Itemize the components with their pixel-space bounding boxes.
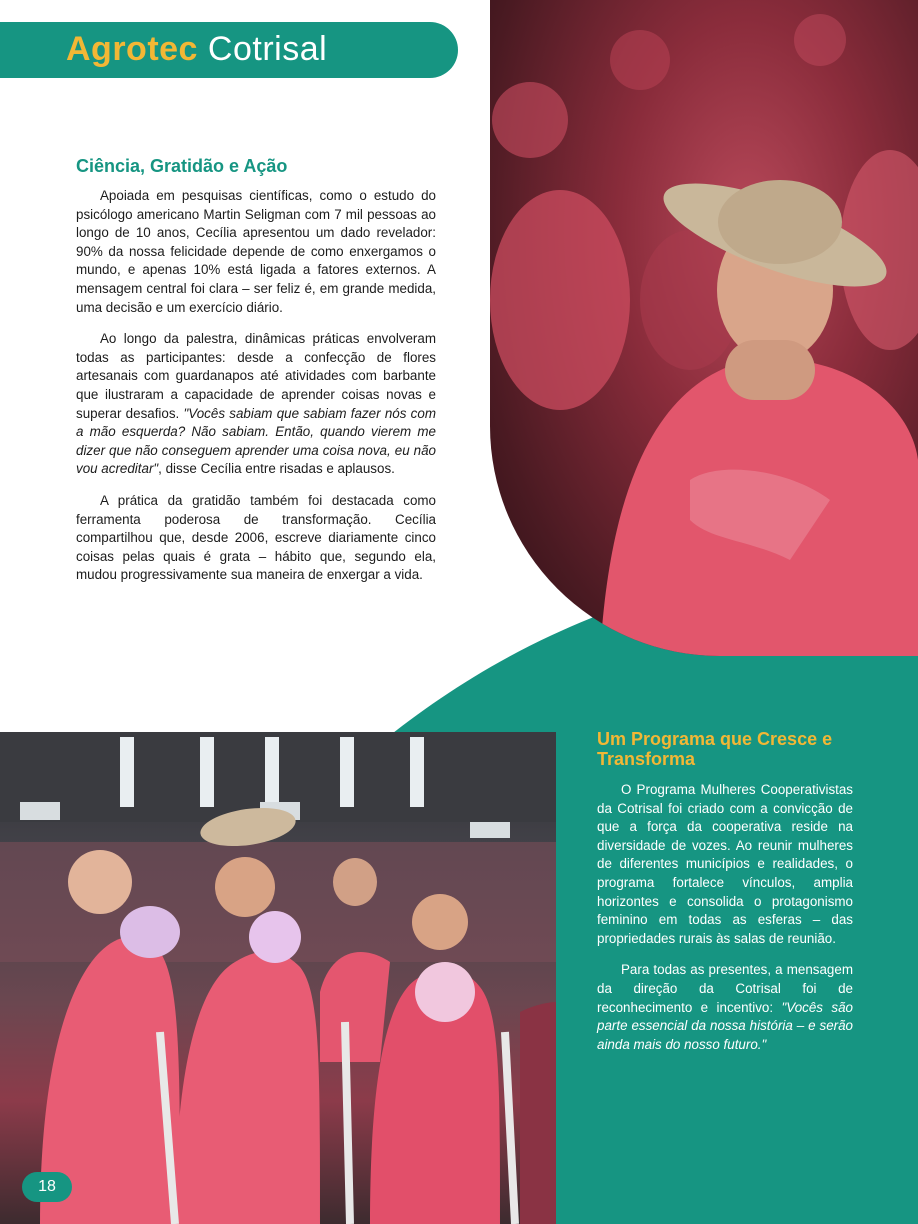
quote: "Vocês sabiam que sabiam fazer nós com a mão esquerda? Não sabiam. Então, quando vierem me dizer que não conseguem aprender uma coisa nova, eu não vou acreditar" <box>76 405 436 477</box>
photo-women-with-flowers <box>0 732 556 1224</box>
paragraph: O Programa Mulheres Cooperativistas da Cotrisal foi criado com a convicção de que a força da cooperativa reside na diversidade de vozes. Ao reunir mulheres de diferentes municípios e realidades, o programa fortalece vínculos, amplia horizontes e consolida o protagonismo feminino em todas as esferas – das propriedades rurais às salas de reunião. <box>597 782 853 946</box>
page-number: 18 <box>22 1172 72 1202</box>
quote: "Vocês são parte essencial da nossa história – e serão ainda mais do nosso futuro." <box>597 999 853 1052</box>
paragraph-text: Para todas as presentes, a mensagem da direção da Cotrisal foi de reconhecimento e incentivo: <box>597 962 853 1015</box>
section-ciencia <box>76 156 436 598</box>
paragraph <box>597 961 853 1054</box>
section-programa <box>597 729 853 1067</box>
photo-women-with-flowers-illustration <box>0 732 556 1224</box>
paragraph: A prática da gratidão também foi destacada como ferramenta poderosa de transformação. Cecília compartilhou que, desde 2006, escreve diariamente cinco coisas pelas quais é grata – hábito que, segundo ela, mudou progressivamente sua maneira de enxergar a vida. <box>76 492 436 583</box>
paragraph-text: Ao longo da palestra, dinâmicas práticas envolveram todas as participantes: desde a confecção de flores artesanais com guardanapos até atividades com barbante que ilustraram a capacidade de aprender coisas novas e superar desafios. <box>76 331 436 421</box>
photo-woman-in-hat-illustration <box>490 0 918 656</box>
magazine-title <box>66 30 327 69</box>
paragraph <box>76 330 436 479</box>
section-heading: Ciência, Gratidão e Ação <box>76 156 288 176</box>
paragraph-text: , disse Cecília entre risadas e aplausos. <box>158 461 395 477</box>
paragraph: Apoiada em pesquisas científicas, como o estudo do psicólogo americano Martin Seligman com 7 mil pessoas ao longo de 10 anos, Cecília apresentou um dado revelador: 90% da nossa felicidade depende de como enxergamos o mundo, e apenas 10% está ligada a fatores externos. A mensagem central foi clara – ser feliz é, em grande medida, uma decisão e um exercício diário. <box>76 188 436 315</box>
brand-name: Cotrisal <box>207 30 328 68</box>
brand-highlight: Agrotec <box>66 30 198 68</box>
section-heading: Um Programa que Cresce e Transforma <box>597 729 833 769</box>
photo-woman-in-hat <box>490 0 918 656</box>
